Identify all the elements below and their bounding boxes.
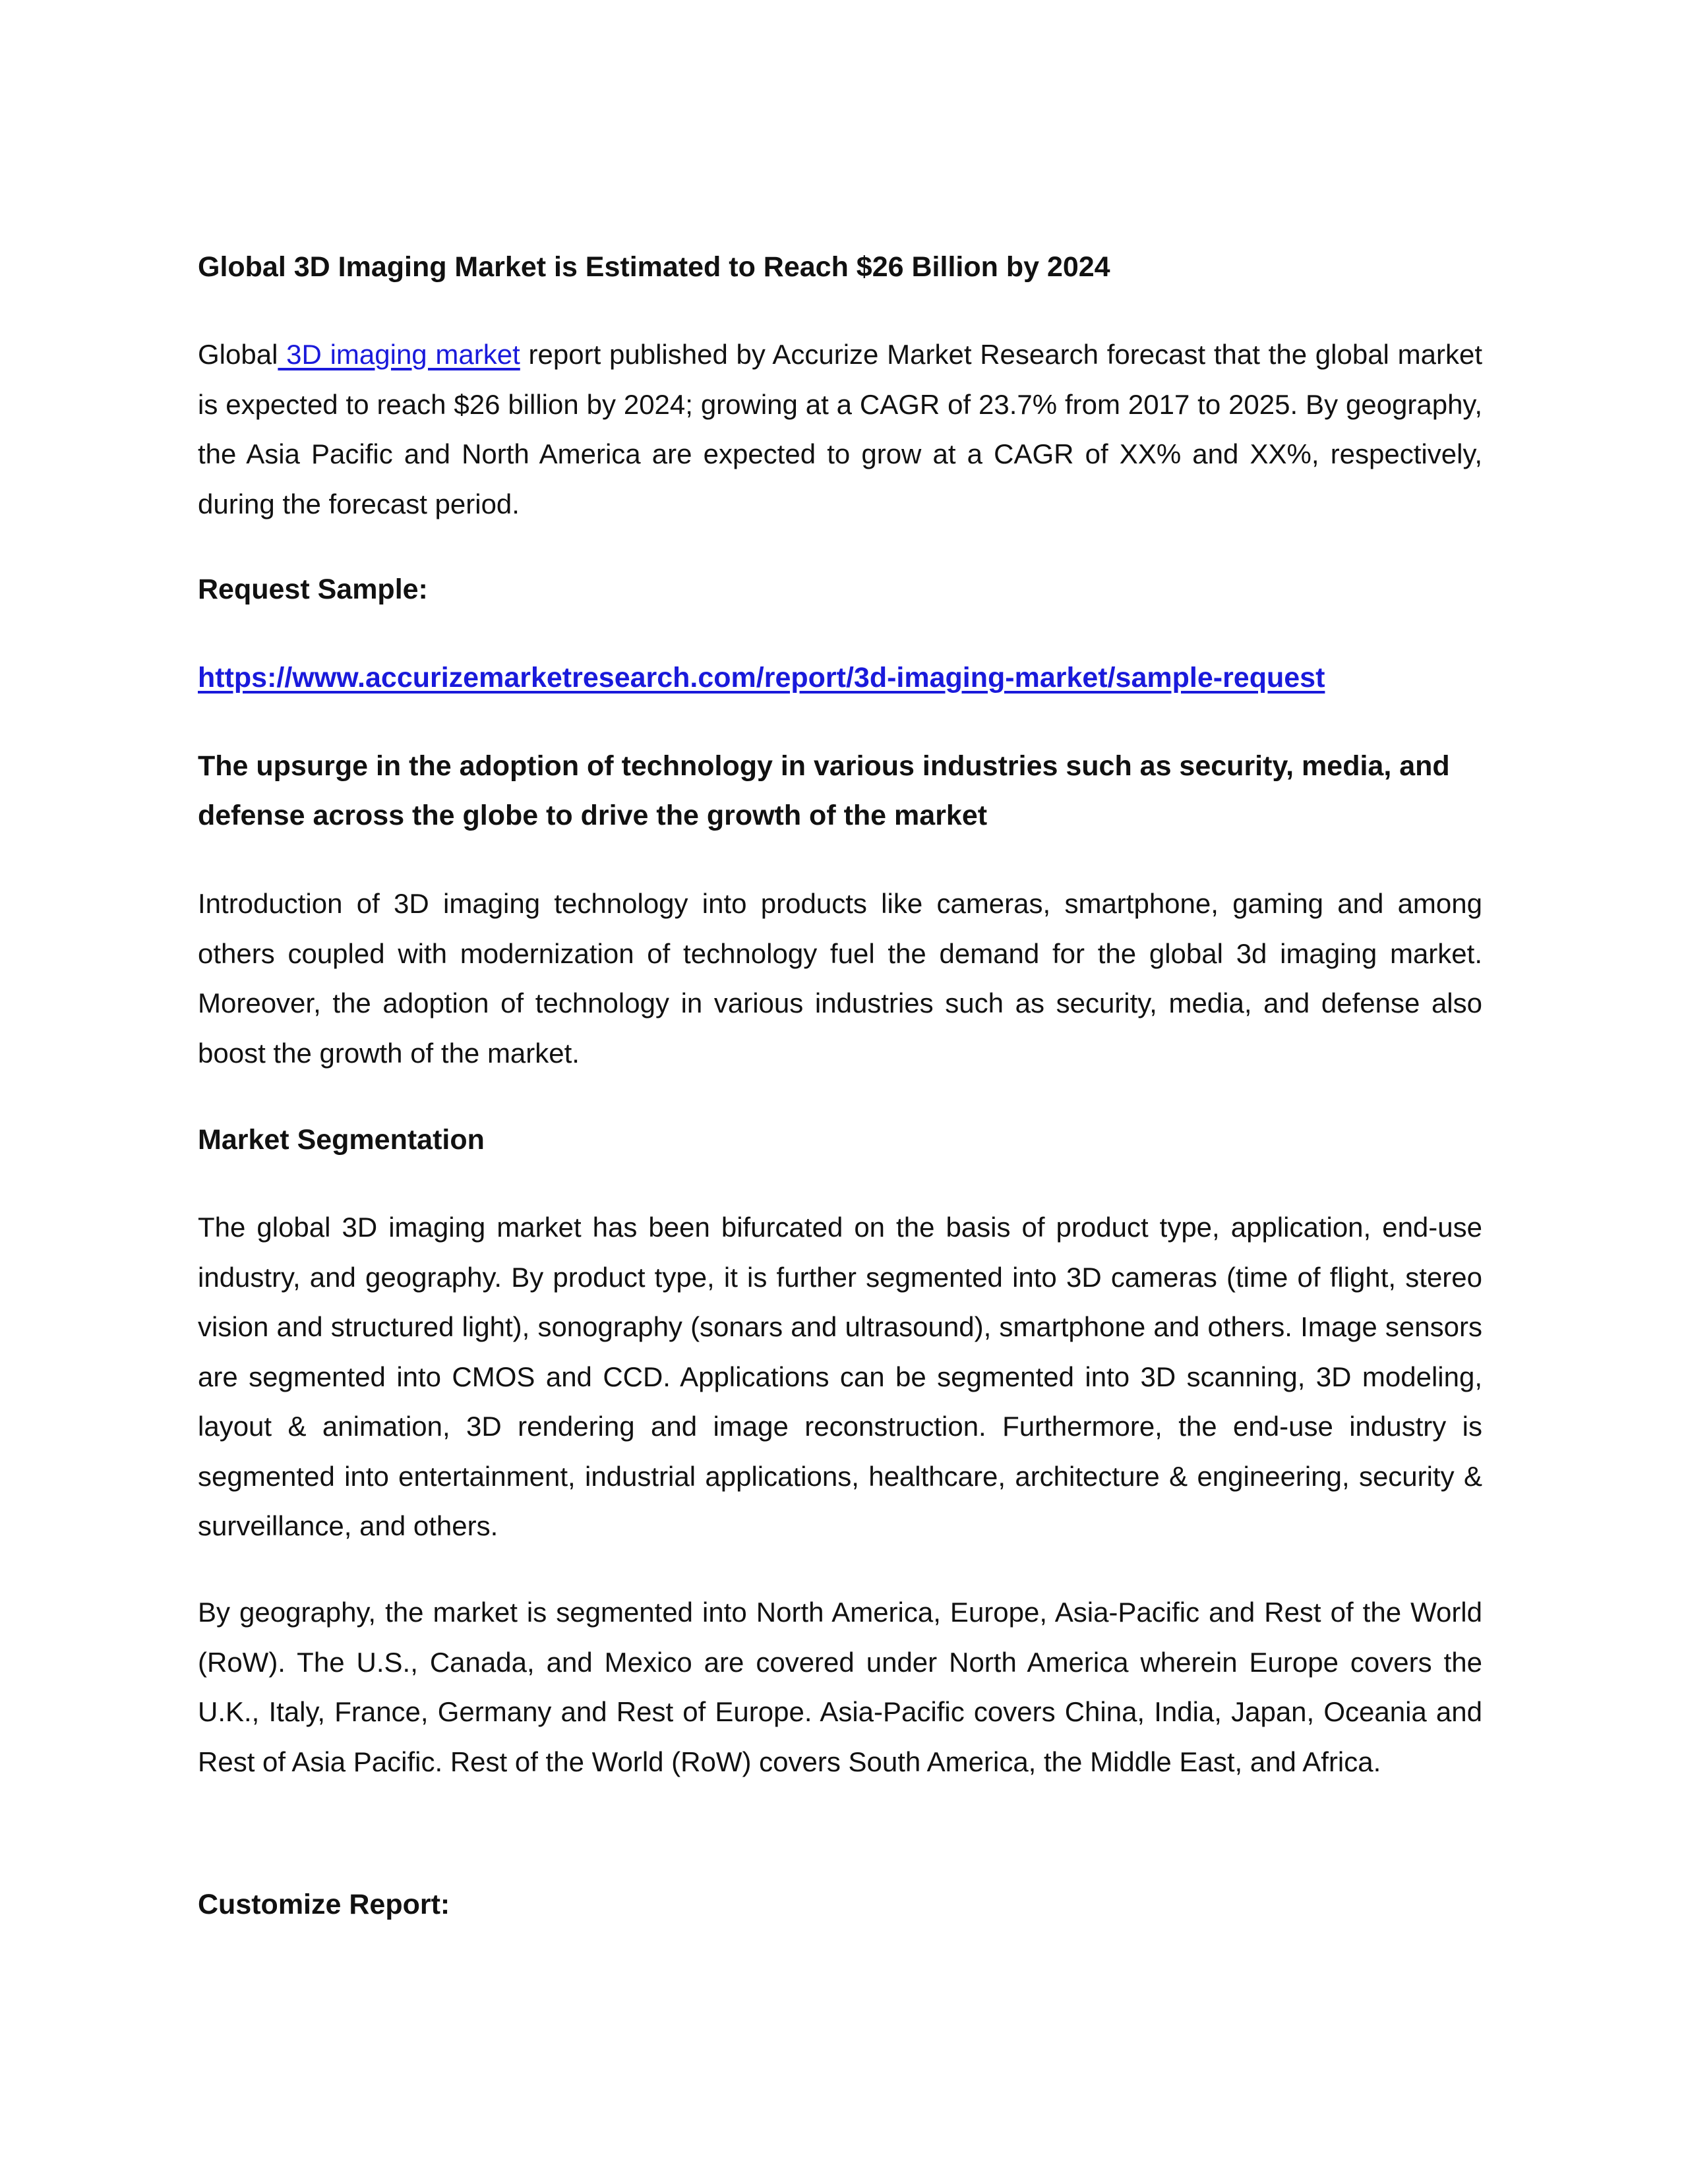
customize-report-heading: Customize Report: <box>198 1889 450 1920</box>
market-segmentation-heading: Market Segmentation <box>198 1124 485 1156</box>
intro-prefix: Global <box>198 339 278 370</box>
document-title: Global 3D Imaging Market is Estimated to Reach $26 Billion by 2024 <box>198 251 1110 283</box>
introduction-paragraph: Introduction of 3D imaging technology into products like cameras, smartphone, gaming and among others coupled with modernization of technology fuel the demand for the global 3d imaging market. Moreover, the adoption of technology in various industries such as security, media, and defense also boost the growth of the market. <box>198 888 1482 1069</box>
upsurge-heading: The upsurge in the adoption of technology in various industries such as security, media, and defense across the globe to drive the growth of the market <box>198 750 1450 831</box>
intro-suffix: report published by Accurize Market Research forecast that the global market is expected to reach $26 billion by 2024; growing at a CAGR of 23.7% from 2017 to 2025. By geography, the Asia Pacific and North America are expected to grow at a CAGR of XX% and XX%, respectively, during the forecast period. <box>198 339 1482 519</box>
geography-paragraph: By geography, the market is segmented into North America, Europe, Asia-Pacific and Rest of the World (RoW). The U.S., Canada, and Mexico are covered under North America wherein Europe covers the U.K., Italy, France, Germany and Rest of Europe. Asia-Pacific covers China, India, Japan, Oceania and Rest of Asia Pacific. Rest of the World (RoW) covers South America, the Middle East, and Africa. <box>198 1597 1482 1777</box>
request-sample-heading: Request Sample: <box>198 574 428 605</box>
3d-imaging-market-link[interactable]: 3D imaging market <box>278 339 520 370</box>
segmentation-paragraph: The global 3D imaging market has been bifurcated on the basis of product type, application, end-use industry, and geography. By product type, it is further segmented into 3D cameras (time of flight, stereo vision and structured light), sonography (sonars and ultrasound), smartphone and others. Image sensors are segmented into CMOS and CCD. Applications can be segmented into 3D scanning, 3D modeling, layout & animation, 3D rendering and image reconstruction. Furthermore, the end-use industry is segmented into entertainment, industrial applications, healthcare, architecture & engineering, security & surveillance, and others. <box>198 1212 1482 1541</box>
intro-paragraph <box>198 330 1482 529</box>
sample-request-link[interactable]: https://www.accurizemarketresearch.com/report/3d-imaging-market/sample-request <box>198 662 1325 694</box>
